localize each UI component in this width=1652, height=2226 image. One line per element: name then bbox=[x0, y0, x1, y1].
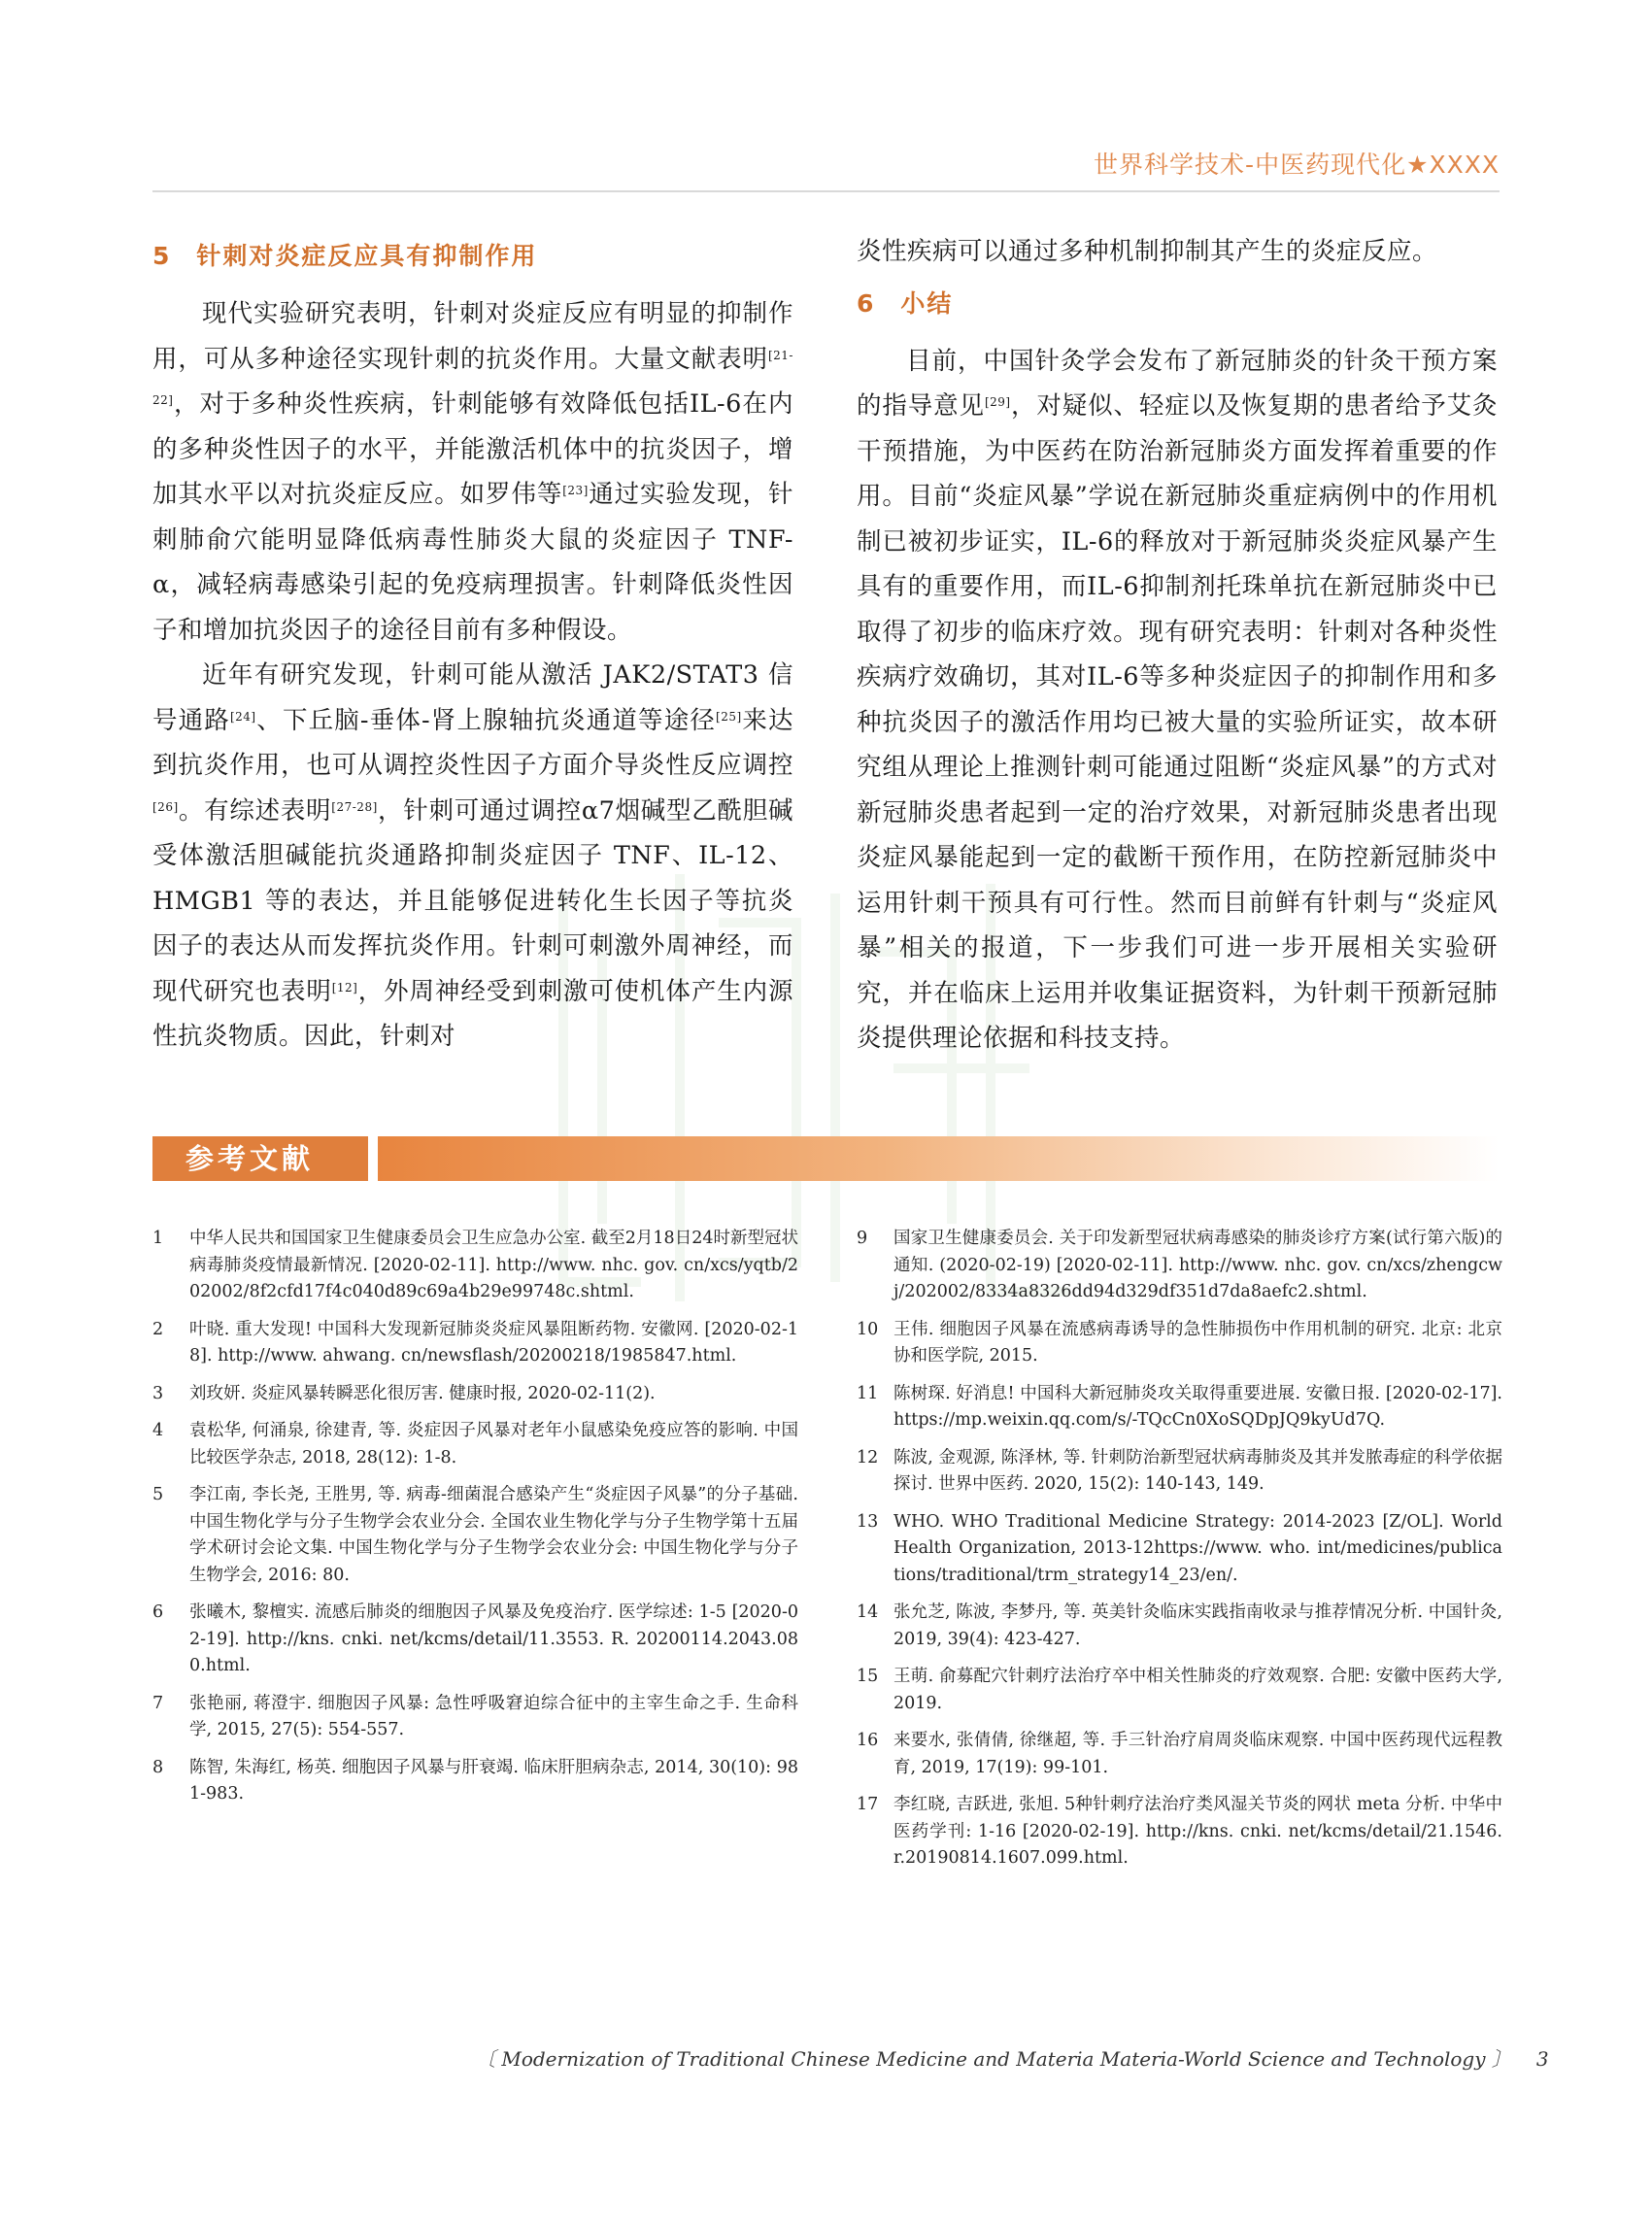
reference-number: 9 bbox=[857, 1229, 868, 1248]
reference-text: 中华人民共和国国家卫生健康委员会卫生应急办公室. 截至2月18日24时新型冠状病毒肺炎疫情最新情况. [2020-02-11]. http://www. nhc. gov. cn/xcs/yqtb/202002/8f2cfd17f4c040d89c69a4b29e99748c.shtml. bbox=[189, 1229, 798, 1301]
header-rule bbox=[152, 190, 1500, 192]
reference-item bbox=[152, 1317, 798, 1370]
reference-number: 5 bbox=[152, 1485, 164, 1504]
reference-number: 7 bbox=[152, 1693, 164, 1713]
reference-text: 李红晓, 吉跃进, 张旭. 5种针刺疗法治疗类风湿关节炎的网状 meta 分析. 中华中医药学刊: 1-16 [2020-02-19]. http://kns. cnki. net/kcms/detail/21.1546.r.20190814.1607.099.html. bbox=[893, 1795, 1502, 1868]
reference-number: 8 bbox=[152, 1757, 164, 1777]
citation[interactable]: [24] bbox=[229, 709, 256, 724]
reference-text: WHO. WHO Traditional Medicine Strategy: 2014-2023 [Z/OL]. World Health Organization, 2013-12https://www. who. int/medicines/publications/traditional/trm_strategy14_23/en/. bbox=[893, 1511, 1502, 1585]
body-paragraph: 近年有研究发现，针刺可能从激活 JAK2/STAT3 信号通路[24]、下丘脑-垂体-肾上腺轴抗炎通道等途径[25]来达到抗炎作用，也可从调控炎性因子方面介导炎性反应调控[26]。有综述表明[27-28]，针刺可通过调控α7烟碱型乙酰胆碱受体激活胆碱能抗炎通路抑制炎症因子 TNF、IL-12、HMGB1 等的表达，并且能够促进转化生长因子等抗炎因子的表达从而发挥抗炎作用。针刺可刺激外周神经，而现代研究也表明[12]，外周神经受到刺激可使机体产生内源性抗炎物质。因此，针刺对 bbox=[152, 660, 793, 1051]
citation[interactable]: [12] bbox=[331, 980, 358, 995]
reference-text: 来要水, 张倩倩, 徐继超, 等. 手三针治疗肩周炎临床观察. 中国中医药现代远程教育, 2019, 17(19): 99-101. bbox=[893, 1731, 1502, 1777]
reference-item bbox=[857, 1381, 1502, 1434]
reference-item bbox=[152, 1418, 798, 1471]
reference-number: 15 bbox=[857, 1667, 879, 1686]
citation[interactable]: [25] bbox=[716, 709, 742, 724]
reference-text: 叶晓. 重大发现! 中国科大发现新冠肺炎炎症风暴阻断药物. 安徽网. [2020-02-18]. http://www. ahwang. cn/newsflash/20200218/1985847.html. bbox=[189, 1319, 798, 1366]
reference-text: 张允芝, 陈波, 李梦丹, 等. 英美针灸临床实践指南收录与推荐情况分析. 中国针灸, 2019, 39(4): 423-427. bbox=[893, 1602, 1502, 1649]
running-header: 世界科学技术-中医药现代化★XXXX bbox=[1094, 151, 1500, 179]
references-heading-bar bbox=[152, 1136, 1500, 1181]
reference-item bbox=[857, 1792, 1502, 1872]
reference-number: 10 bbox=[857, 1319, 879, 1339]
reference-text: 袁松华, 何涌泉, 徐建青, 等. 炎症因子风暴对老年小鼠感染免疫应答的影响. 中国比较医学杂志, 2018, 28(12): 1-8. bbox=[189, 1421, 798, 1467]
reference-item bbox=[857, 1445, 1502, 1499]
citation[interactable]: [29] bbox=[984, 395, 1011, 409]
reference-item bbox=[152, 1691, 798, 1744]
reference-item bbox=[152, 1381, 798, 1408]
footer-journal-title: 〔 Modernization of Traditional Chinese Medicine and Materia Materia-World Science and Technology 〕 bbox=[476, 2047, 1511, 2071]
reference-number: 3 bbox=[152, 1383, 164, 1403]
page-number: 3 bbox=[1535, 2047, 1549, 2071]
reference-number: 2 bbox=[152, 1319, 164, 1339]
reference-item bbox=[152, 1482, 798, 1589]
reference-text: 陈波, 金观源, 陈泽林, 等. 针刺防治新型冠状病毒肺炎及其并发脓毒症的科学依据探讨. 世界中医药. 2020, 15(2): 140-143, 149. bbox=[893, 1447, 1502, 1494]
section-6-heading bbox=[857, 285, 1498, 320]
references-list-right bbox=[857, 1226, 1502, 1883]
reference-item bbox=[152, 1755, 798, 1808]
reference-item bbox=[857, 1600, 1502, 1653]
section-number: 6 bbox=[857, 288, 876, 318]
reference-text: 张艳丽, 蒋澄宇. 细胞因子风暴: 急性呼吸窘迫综合征中的主宰生命之手. 生命科学, 2015, 27(5): 554-557. bbox=[189, 1693, 798, 1739]
left-column bbox=[152, 229, 793, 1060]
citation[interactable]: [27-28] bbox=[331, 799, 378, 814]
section-number: 5 bbox=[152, 242, 172, 270]
reference-number: 11 bbox=[857, 1383, 879, 1403]
section-5-heading bbox=[152, 237, 793, 272]
reference-item bbox=[857, 1664, 1502, 1717]
body-paragraph-continuation: 炎性疾病可以通过多种机制抑制其产生的炎症反应。 bbox=[857, 237, 1438, 266]
reference-number: 13 bbox=[857, 1511, 879, 1532]
references-list-left bbox=[152, 1226, 798, 1819]
body-paragraph: 现代实验研究表明，针刺对炎症反应有明显的抑制作用，可从多种途径实现针刺的抗炎作用。大量文献表明[21-22]，对于多种炎性疾病，针刺能够有效降低包括IL-6在内的多种炎性因子的水平，并能激活机体中的抗炎因子，增加其水平以对抗炎症反应。如罗伟等[23]通过实验发现，针刺肺俞穴能明显降低病毒性肺炎大鼠的炎症因子 TNF-α，减轻病毒感染引起的免疫病理损害。针刺降低炎性因子和增加抗炎因子的途径目前有多种假设。 bbox=[152, 299, 793, 645]
reference-number: 14 bbox=[857, 1602, 879, 1622]
page-footer bbox=[476, 2043, 1549, 2072]
reference-text: 陈智, 朱海红, 杨英. 细胞因子风暴与肝衰竭. 临床肝胆病杂志, 2014, 30(10): 981-983. bbox=[189, 1757, 798, 1804]
reference-number: 1 bbox=[152, 1229, 164, 1248]
reference-number: 4 bbox=[152, 1421, 164, 1440]
reference-item bbox=[857, 1226, 1502, 1306]
reference-number: 6 bbox=[152, 1602, 164, 1622]
body-paragraph: 目前，中国针灸学会发布了新冠肺炎的针灸干预方案的指导意见[29]，对疑似、轻症以及恢复期的患者给予艾灸干预措施，为中医药在防治新冠肺炎方面发挥着重要的作用。目前“炎症风暴”学说在新冠肺炎重症病例中的作用机制已被初步证实，IL-6的释放对于新冠肺炎炎症风暴产生具有的重要作用，而IL-6抑制剂托珠单抗在新冠肺炎中已取得了初步的临床疗效。现有研究表明：针刺对各种炎性疾病疗效确切，其对IL-6等多种炎症因子的抑制作用和多种抗炎因子的激活作用均已被大量的实验所证实，故本研究组从理论上推测针刺可能通过阻断“炎症风暴”的方式对新冠肺炎患者起到一定的治疗效果，对新冠肺炎患者出现炎症风暴能起到一定的截断干预作用，在防控新冠肺炎中运用针刺干预具有可行性。然而目前鲜有针刺与“炎症风暴”相关的报道，下一步我们可进一步开展相关实验研究，并在临床上运用并收集证据资料，为针刺干预新冠肺炎提供理论依据和科技支持。 bbox=[857, 346, 1498, 1053]
reference-text: 王伟. 细胞因子风暴在流感病毒诱导的急性肺损伤中作用机制的研究. 北京: 北京协和医学院, 2015. bbox=[893, 1319, 1502, 1366]
reference-number: 17 bbox=[857, 1795, 879, 1814]
section-title: 小结 bbox=[900, 288, 954, 318]
reference-text: 王萌. 俞募配穴针刺疗法治疗卒中相关性肺炎的疗效观察. 合肥: 安徽中医药大学, 2019. bbox=[893, 1667, 1502, 1713]
reference-text: 国家卫生健康委员会. 关于印发新型冠状病毒感染的肺炎诊疗方案(试行第六版)的通知. (2020-02-19) [2020-02-11]. http://www. nhc. gov. cn/xcs/zhengcwj/202002/8334a8326dd94d329df351d7da8aefc2.shtml. bbox=[893, 1229, 1502, 1301]
reference-number: 12 bbox=[857, 1447, 879, 1467]
citation[interactable]: [23] bbox=[562, 484, 589, 497]
citation[interactable]: [26] bbox=[152, 799, 179, 814]
citation[interactable]: [21-22] bbox=[152, 348, 793, 407]
reference-text: 陈树琛. 好消息! 中国科大新冠肺炎攻关取得重要进展. 安徽日报. [2020-02-17]. https://mp.weixin.qq.com/s/-TQcCn0XoSQDpJQ9kyUd7Q. bbox=[893, 1383, 1502, 1430]
references-heading: 参考文献 bbox=[152, 1136, 368, 1181]
section-title: 针刺对炎症反应具有抑制作用 bbox=[196, 242, 538, 270]
reference-text: 刘玫妍. 炎症风暴转瞬恶化很厉害. 健康时报, 2020-02-11(2). bbox=[189, 1383, 656, 1403]
reference-item bbox=[857, 1509, 1502, 1590]
reference-item bbox=[857, 1317, 1502, 1370]
reference-text: 李江南, 李长尧, 王胜男, 等. 病毒-细菌混合感染产生“炎症因子风暴”的分子基础. 中国生物化学与分子生物学会农业分会. 全国农业生物化学与分子生物学第十五届学术研讨会论文集. 中国生物化学与分子生物学会农业分会: 中国生物化学与分子生物学会, 2016: 80. bbox=[189, 1485, 798, 1585]
references-bar-gradient bbox=[378, 1136, 1500, 1181]
reference-number: 16 bbox=[857, 1731, 879, 1750]
reference-item bbox=[152, 1226, 798, 1306]
reference-text: 张曦木, 黎檀实. 流感后肺炎的细胞因子风暴及免疫治疗. 医学综述: 1-5 [2020-02-19]. http://kns. cnki. net/kcms/detail/11.3553. R. 20200114.2043.080.html. bbox=[189, 1602, 798, 1675]
reference-item bbox=[857, 1728, 1502, 1781]
reference-item bbox=[152, 1600, 798, 1680]
right-column bbox=[857, 229, 1498, 1062]
